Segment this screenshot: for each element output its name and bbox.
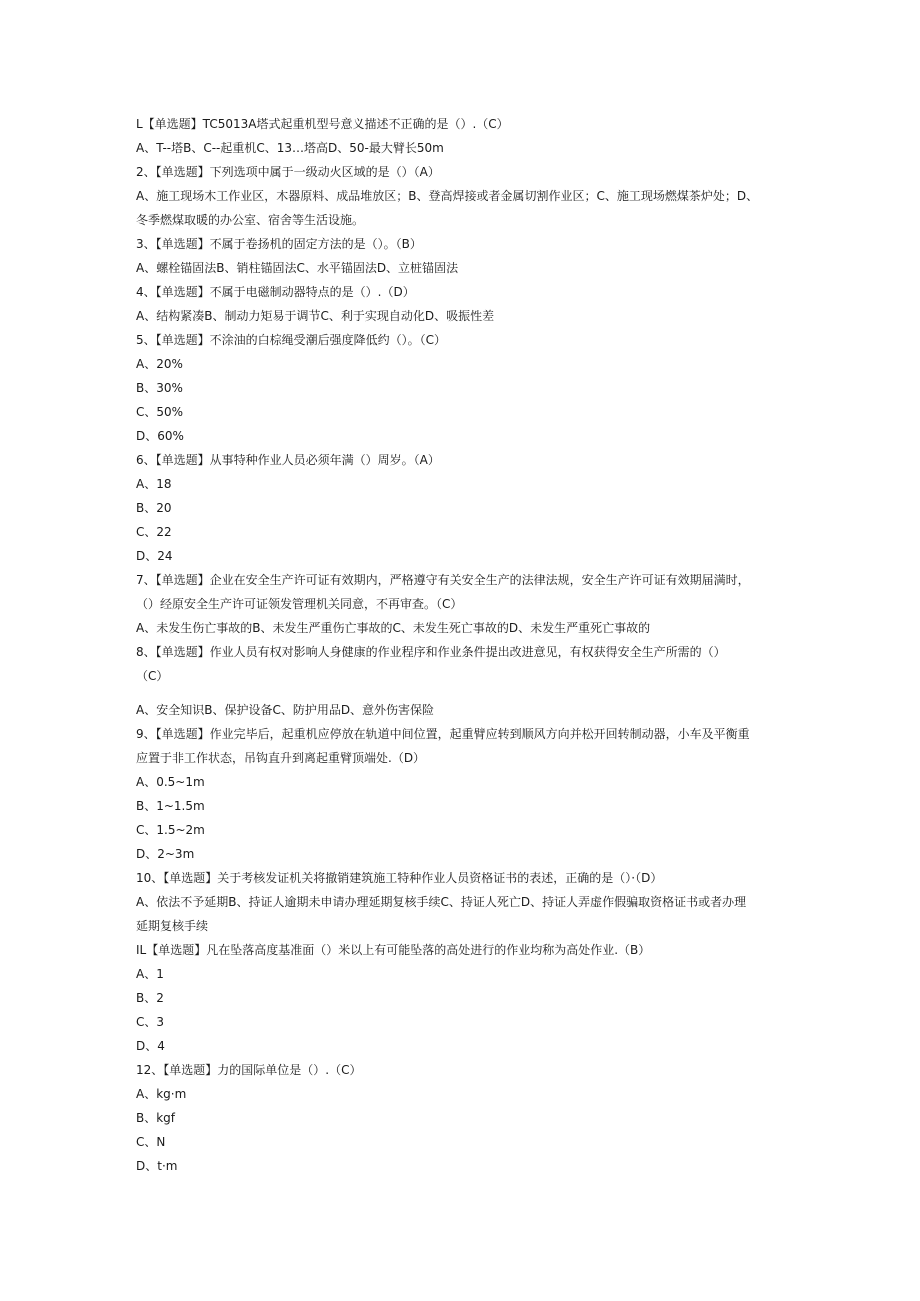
question-line: 5、【单选题】不涂油的白棕绳受潮后强度降低约（）。（C） (136, 333, 447, 347)
answer-option: A、1 (136, 967, 164, 981)
question-line: 10、【单选题】关于考核发证机关将撤销建筑施工特种作业人员资格证书的表述，正确的是（）·（D） (136, 871, 663, 885)
answer-option: C、22 (136, 525, 172, 539)
answer-option: C、3 (136, 1015, 165, 1029)
answer-option: B、1~1.5m (136, 799, 205, 813)
document-page (136, 112, 786, 1178)
answer-option: B、20 (136, 501, 172, 515)
answer-options-line: A、螺栓锚固法B、销柱锚固法C、水平锚固法D、立桩锚固法 (136, 261, 459, 275)
question-line: （C） (136, 669, 169, 683)
answer-option: D、24 (136, 549, 173, 563)
question-line: 2、【单选题】下列选项中属于一级动火区域的是（）（A） (136, 165, 440, 179)
answer-options-line: A、依法不予延期B、持证人逾期未申请办理延期复核手续C、持证人死亡D、持证人弄虚作假骗取资格证书或者办理 (136, 895, 747, 909)
answer-options-line: A、安全知识B、保护设备C、防护用品D、意外伤害保险 (136, 703, 435, 717)
question-line: IL【单选题】凡在坠落高度基准面（）米以上有可能坠落的高处进行的作业均称为高处作业.（B） (136, 943, 651, 957)
question-line: L【单选题】TC5013A塔式起重机型号意义描述不正确的是（）.（C） (136, 117, 509, 131)
question-line: 3、【单选题】不属于卷扬机的固定方法的是（）。（B） (136, 237, 422, 251)
question-line: 12、【单选题】力的国际单位是（）.（C） (136, 1063, 362, 1077)
question-line: 应置于非工作状态，吊钩直升到离起重臂顶端处.（D） (136, 751, 426, 765)
answer-option: A、kg·m (136, 1087, 187, 1101)
answer-option: B、kgf (136, 1111, 176, 1125)
answer-option: D、4 (136, 1039, 165, 1053)
answer-option: C、N (136, 1135, 166, 1149)
question-line: 8、【单选题】作业人员有权对影响人身健康的作业程序和作业条件提出改进意见，有权获得安全生产所需的（） (136, 645, 726, 659)
answer-option: A、0.5~1m (136, 775, 205, 789)
answer-options-line: A、未发生伤亡事故的B、未发生严重伤亡事故的C、未发生死亡事故的D、未发生严重死亡事故的 (136, 621, 651, 635)
answer-options-line: 延期复核手续 (136, 919, 209, 933)
answer-option: D、t·m (136, 1159, 178, 1173)
answer-option: C、50% (136, 405, 184, 419)
question-line: 6、【单选题】从事特种作业人员必须年满（）周岁。（A） (136, 453, 440, 467)
answer-options-line: A、施工现场木工作业区，木器原料、成品堆放区；B、登高焊接或者金属切割作业区；C、施工现场燃煤茶炉处；D、 (136, 189, 759, 203)
answer-option: B、2 (136, 991, 164, 1005)
answer-option: A、18 (136, 477, 172, 491)
question-line: 9、【单选题】作业完毕后，起重机应停放在轨道中间位置，起重臂应转到顺风方向并松开回转制动器，小车及平衡重 (136, 727, 750, 741)
answer-option: C、1.5~2m (136, 823, 205, 837)
answer-option: B、30% (136, 381, 183, 395)
answer-options-line: 冬季燃煤取暖的办公室、宿舍等生活设施。 (136, 213, 365, 227)
answer-options-line: A、结构紧凑B、制动力矩易于调节C、利于实现自动化D、吸振性差 (136, 309, 495, 323)
question-line: （）经原安全生产许可证领发管理机关同意，不再审查。（C） (136, 597, 463, 611)
answer-option: D、60% (136, 429, 184, 443)
answer-option: D、2~3m (136, 847, 195, 861)
answer-options-line: A、T--塔B、C--起重机C、13…塔高D、50-最大臂长50m (136, 141, 444, 155)
question-line: 4、【单选题】不属于电磁制动器特点的是（）.（D） (136, 285, 415, 299)
question-line: 7、【单选题】企业在安全生产许可证有效期内，严格遵守有关安全生产的法律法规，安全生产许可证有效期届满时， (136, 573, 750, 587)
answer-option: A、20% (136, 357, 183, 371)
